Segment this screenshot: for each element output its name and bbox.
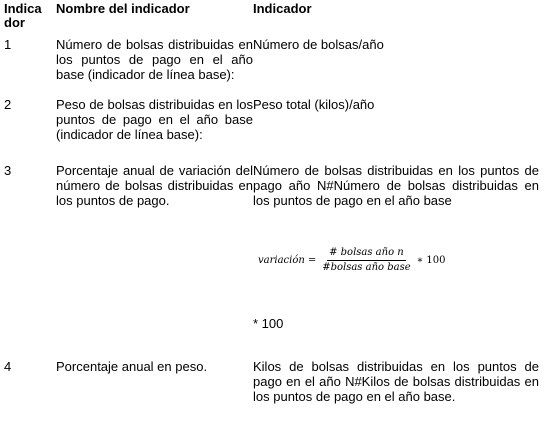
row-number: 2 (4, 97, 12, 112)
row-number: 3 (4, 163, 12, 178)
footnote-multiplier: * 100 (253, 316, 284, 331)
formula-times: ∗ (416, 255, 424, 266)
row-indicator: Peso total (kilos)/año (253, 97, 375, 112)
row-name: Número de bolsas distribuidas en los puntos de pago en el año base (indicador de línea base): (56, 37, 253, 82)
row-name: Peso de bolsas distribuidas en los puntos de pago en el año base (indicador de línea base): (56, 97, 253, 142)
row-indicator: Número de bolsas/año (253, 37, 384, 52)
table-row (0, 359, 547, 404)
row-name: Porcentaje anual en peso. (56, 359, 208, 374)
row-indicator: Kilos de bolsas distribuidas en los puntos de pago en el año N#Kilos de bolsas distribuidas en los puntos de pago en el año base. (253, 359, 539, 404)
table-header-row (0, 0, 547, 36)
row-number: 4 (4, 359, 12, 374)
formula-factor: 100 (426, 255, 446, 266)
formula-fraction (320, 247, 412, 274)
table-row (0, 97, 547, 142)
formula-denominator: #bolsas año base (322, 262, 411, 273)
header-indicador-col: Indicador (253, 1, 312, 16)
variation-formula (258, 247, 446, 274)
table-row (0, 163, 547, 208)
formula-equals: = (307, 255, 317, 266)
row-number: 1 (4, 37, 12, 52)
formula-numerator: # bolsas año n (327, 247, 406, 261)
row-name: Porcentaje anual de variación del número de bolsas distribuidas en los puntos de pago. (56, 163, 253, 208)
row-indicator: Número de bolsas distribuidas en los puntos de pago año N#Número de bolsas distribuidas en los puntos de pago en el año base (253, 163, 539, 208)
header-nombre-del-indicador: Nombre del indicador (56, 1, 190, 16)
formula-lhs: variación (258, 255, 305, 266)
header-indicador: Indica dor (4, 1, 42, 30)
table-row (0, 37, 547, 82)
